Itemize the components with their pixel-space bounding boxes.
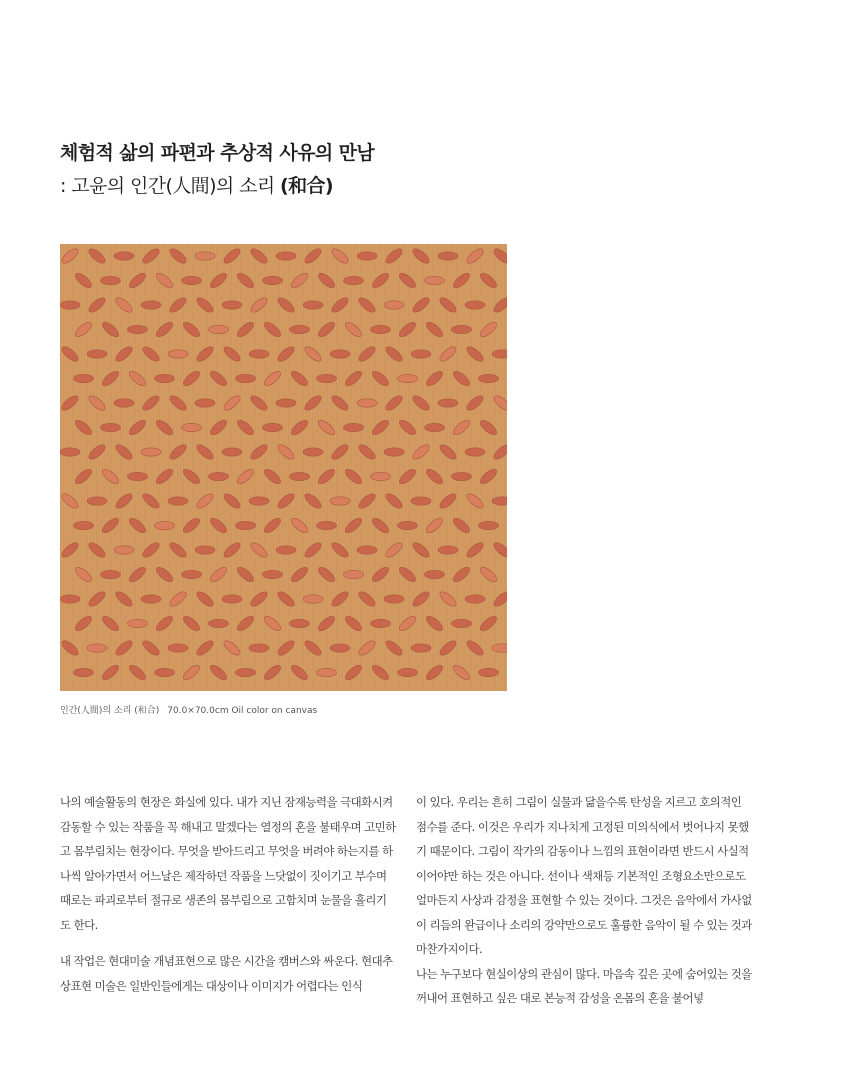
artwork-mark [479, 374, 499, 382]
artwork-mark [411, 644, 431, 652]
artwork-mark [155, 668, 175, 676]
artwork-mark [249, 644, 269, 652]
artwork-mark [398, 668, 418, 676]
artwork-mark [371, 325, 391, 333]
artwork-mark [114, 399, 134, 407]
artwork-mark [344, 570, 364, 578]
artwork-mark [182, 423, 202, 431]
artwork-mark [398, 374, 418, 382]
artwork-mark [317, 521, 337, 529]
artwork-mark [411, 350, 431, 358]
artwork-mark [438, 399, 458, 407]
artwork-mark [330, 497, 350, 505]
artwork-mark [425, 276, 445, 284]
artwork-mark [209, 472, 229, 480]
artwork-mark [114, 546, 134, 554]
artwork-mark [452, 619, 472, 627]
artwork-mark [479, 668, 499, 676]
artwork-mark [263, 276, 283, 284]
artwork-mark [357, 399, 377, 407]
artwork-mark [290, 325, 310, 333]
artwork-mark [195, 399, 215, 407]
artwork-mark [249, 350, 269, 358]
artwork-mark [141, 595, 161, 603]
caption-title: 인간(人間)의 소리 (和合) [60, 706, 160, 716]
artwork-mark [317, 668, 337, 676]
artwork-mark [330, 644, 350, 652]
artwork-mark [87, 350, 107, 358]
artwork-mark [276, 546, 296, 554]
body-paragraph: 나의 예술활동의 현장은 화실에 있다. 내가 지닌 잠재능력을 극대화시켜 감동할 수 있는 작품을 꼭 해내고 말겠다는 열정의 혼을 불태우며 고민하고 몸부림치는 현장이다. 무엇을 받아드리고 무엇을 버려야 하는지를 하나씩 알아가면서 어느날은 제작하던 작품을 느닷없이 짓이기고 부수며 때로는 파괴로부터 절규로 생존의 몸부림으로 고함치며 눈물을 흘리기도 한다. [60, 795, 396, 932]
artwork-image [60, 244, 507, 691]
artwork-mark [303, 301, 323, 309]
artwork-mark [74, 521, 94, 529]
artwork-mark [195, 252, 215, 260]
artwork-mark [209, 325, 229, 333]
artwork-mark [384, 301, 404, 309]
artwork-mark [168, 644, 188, 652]
artwork-caption [60, 703, 317, 716]
artwork-mark [452, 325, 472, 333]
artwork-mark [411, 497, 431, 505]
artwork-mark [155, 521, 175, 529]
artwork-mark [168, 497, 188, 505]
artwork-mark [303, 595, 323, 603]
artwork-mark [182, 276, 202, 284]
subtitle-bold: (和合) [280, 175, 333, 197]
artwork-mark [236, 521, 256, 529]
artwork-mark [492, 644, 507, 652]
artwork-mark [344, 276, 364, 284]
artwork-mark [155, 374, 175, 382]
artwork-mark [87, 644, 107, 652]
artwork-mark [425, 423, 445, 431]
artwork-mark [222, 448, 242, 456]
artwork-mark [222, 301, 242, 309]
artwork-mark [128, 325, 148, 333]
artwork-mark [263, 423, 283, 431]
artwork-mark [465, 448, 485, 456]
artwork-mark [425, 570, 445, 578]
body-paragraph: 이 있다. 우리는 흔히 그림이 실물과 닮을수록 탄성을 지르고 호의적인 점수를 준다. 이것은 우리가 지나치게 고정된 미의식에서 벗어나지 못했기 때문이다. 그림이 작가의 감동이나 느낌의 표현이라면 반드시 사실적이어야만 하는 것은 아니다. 선이나 색채등 기본적인 조형요소만으로도 얼마든지 사상과 감정을 표현할 수 있는 것이다. 그것은 음악에서 가사없이 리듬의 완급이나 소리의 강약만으로도 훌륭한 음악이 될 수 있는 것과 마찬가지이다. [416, 795, 752, 956]
artwork-mark [60, 595, 80, 603]
subtitle-text: : 고윤의 인간(人間)의 소리 [60, 175, 281, 197]
artwork-mark [357, 252, 377, 260]
artwork-mark [492, 350, 507, 358]
artwork-mark [452, 472, 472, 480]
artwork-mark [236, 374, 256, 382]
artwork-mark [290, 472, 310, 480]
article-title: 체험적 삶의 파편과 추상적 사유의 만남 [60, 142, 375, 164]
article-subtitle [60, 171, 333, 198]
artwork-mark [398, 521, 418, 529]
artwork-mark [182, 570, 202, 578]
artwork-mark [101, 423, 121, 431]
artwork-mark [438, 252, 458, 260]
artwork-mark [141, 301, 161, 309]
body-column-right [416, 790, 752, 1011]
artwork-mark [465, 595, 485, 603]
caption-details: 70.0×70.0cm Oil color on canvas [167, 706, 318, 716]
artwork-mark [344, 423, 364, 431]
artwork-mark [222, 595, 242, 603]
artwork-mark [101, 276, 121, 284]
artwork-mark [330, 350, 350, 358]
artwork-mark [263, 570, 283, 578]
artwork-mark [276, 252, 296, 260]
artwork-mark [438, 546, 458, 554]
artwork-mark [371, 472, 391, 480]
artwork-mark [141, 448, 161, 456]
artwork-mark [114, 252, 134, 260]
artwork-mark [168, 350, 188, 358]
artwork-mark [465, 301, 485, 309]
artwork-mark [317, 374, 337, 382]
artwork-mark [101, 570, 121, 578]
artwork-mark [249, 497, 269, 505]
artwork-mark [128, 619, 148, 627]
artwork-mark [303, 448, 323, 456]
body-paragraph: 나는 누구보다 현실이상의 관심이 많다. 마음속 깊은 곳에 숨어있는 것을 꺼내어 표현하고 싶은 대로 본능적 감성을 온몸의 혼을 불어넣 [416, 966, 752, 1005]
artwork-mark [60, 448, 80, 456]
artwork-mark [60, 301, 80, 309]
artwork-mark [74, 668, 94, 676]
artwork-mark [209, 619, 229, 627]
artwork-mark [74, 374, 94, 382]
artwork-mark [236, 668, 256, 676]
artwork-mark [371, 619, 391, 627]
artwork-mark [128, 472, 148, 480]
body-column-left [60, 790, 396, 998]
artwork-mark [479, 521, 499, 529]
artwork-mark [357, 546, 377, 554]
artwork-mark [87, 497, 107, 505]
body-paragraph: 내 작업은 현대미술 개념표현으로 많은 시간을 캠버스와 싸운다. 현대추상표현 미술은 일반인들에게는 대상이나 이미지가 어렵다는 인식 [60, 954, 393, 993]
artwork-mark [384, 595, 404, 603]
artwork-mark [492, 497, 507, 505]
artwork-mark [290, 619, 310, 627]
artwork-mark [276, 399, 296, 407]
artwork-mark [384, 448, 404, 456]
artwork-mark [195, 546, 215, 554]
